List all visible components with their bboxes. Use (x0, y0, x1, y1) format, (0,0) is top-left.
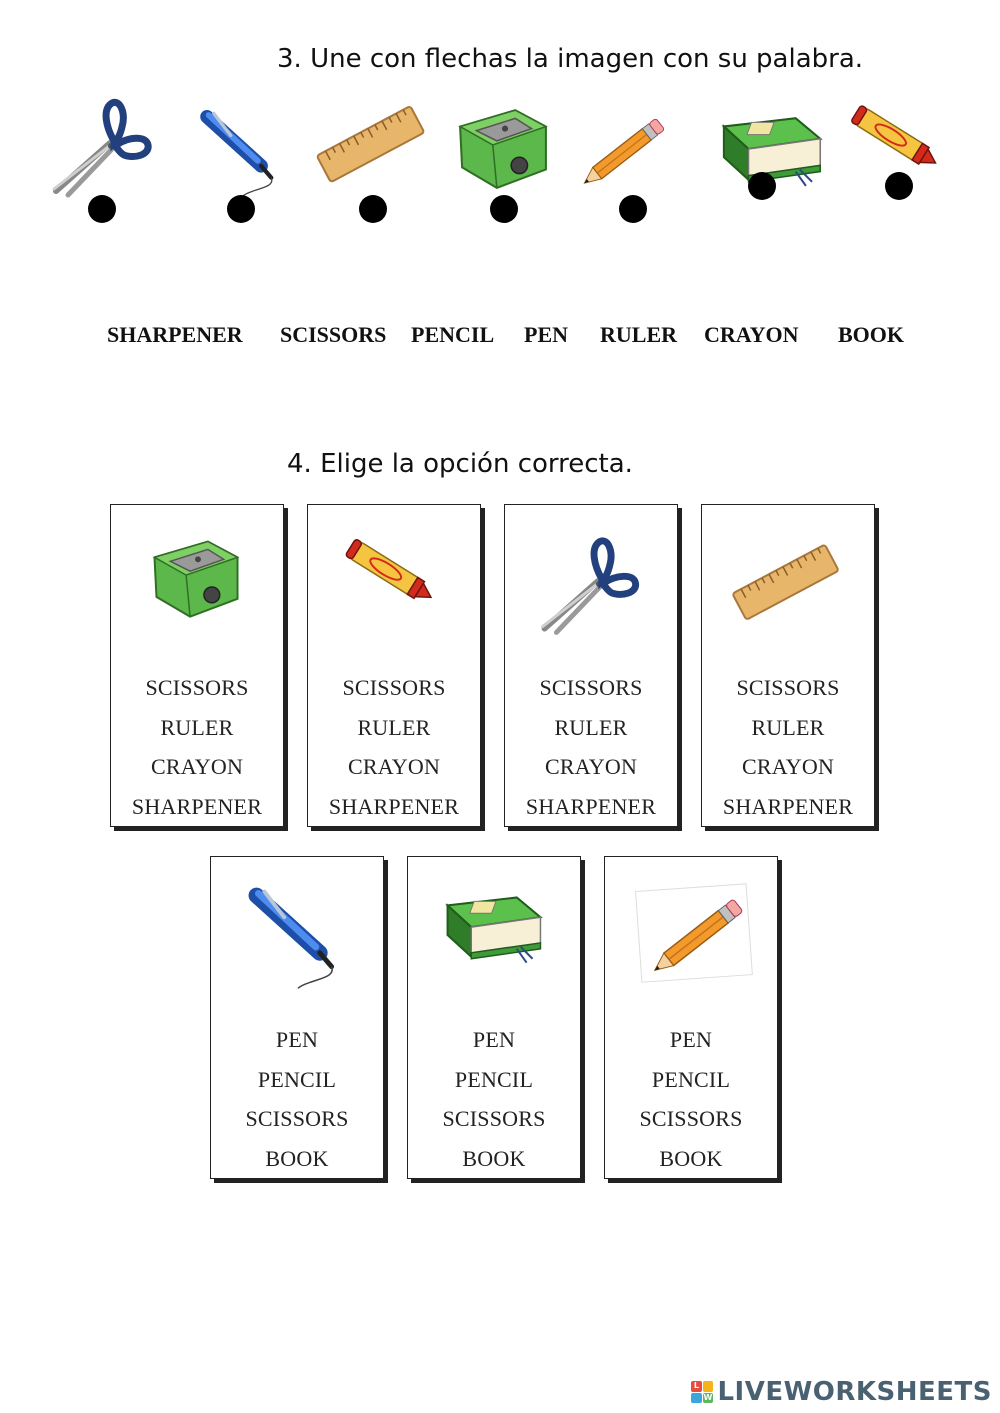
option-book[interactable]: BOOK (462, 1146, 526, 1172)
logo-letter-l: L (691, 1381, 702, 1392)
scissors-icon (48, 98, 156, 204)
liveworksheets-brand (691, 1377, 992, 1407)
choice-card-crayon (307, 504, 481, 827)
option-scissors[interactable]: SCISSORS (539, 675, 643, 700)
option-pen[interactable]: PEN (472, 1027, 516, 1052)
pencil-icon (605, 857, 777, 1017)
option-ruler[interactable]: RULER (751, 714, 825, 740)
option-crayon[interactable]: CRAYON (150, 754, 244, 780)
logo-letter-w: W (703, 1392, 713, 1402)
option-book[interactable]: BOOK (659, 1146, 723, 1172)
word-scissors[interactable]: SCISSORS (280, 322, 387, 347)
pen-icon (211, 857, 383, 1017)
word-pen[interactable]: PEN (524, 322, 568, 347)
word-book[interactable]: BOOK (838, 322, 905, 347)
match-dot-pen[interactable] (227, 195, 255, 223)
word-ruler[interactable]: RULER (600, 322, 678, 347)
choice-card-scissors (504, 504, 678, 827)
option-crayon[interactable]: CRAYON (741, 754, 835, 780)
exercise-4-heading: 4. Elige la opción correcta. (287, 449, 633, 479)
book-icon (408, 857, 580, 1017)
word-pencil[interactable]: PENCIL (411, 322, 495, 347)
choice-card-pen (210, 856, 384, 1179)
option-scissors[interactable]: SCISSORS (245, 1106, 349, 1132)
choice-card-ruler (701, 504, 875, 827)
liveworksheets-logo-icon (691, 1381, 713, 1403)
exercise-3-heading: 3. Une con flechas la imagen con su palabra. (277, 44, 864, 74)
option-pen[interactable]: PEN (669, 1027, 713, 1052)
match-dot-ruler[interactable] (359, 195, 387, 223)
option-sharpener[interactable]: SHARPENER (722, 794, 854, 820)
option-ruler[interactable]: RULER (357, 714, 431, 740)
option-crayon[interactable]: CRAYON (347, 754, 441, 780)
option-scissors[interactable]: SCISSORS (639, 1106, 743, 1132)
option-ruler[interactable]: RULER (160, 714, 234, 740)
match-dot-scissors[interactable] (88, 195, 116, 223)
word-crayon[interactable]: CRAYON (704, 322, 799, 347)
sharpener-icon (456, 102, 550, 192)
match-dot-sharpener[interactable] (490, 195, 518, 223)
sharpener-icon (111, 505, 283, 665)
option-pencil[interactable]: PENCIL (257, 1066, 337, 1092)
option-crayon[interactable]: CRAYON (544, 754, 638, 780)
option-pencil[interactable]: PENCIL (651, 1066, 731, 1092)
scissors-icon (505, 505, 677, 665)
choice-card-book (407, 856, 581, 1179)
ruler-icon (316, 100, 426, 190)
crayon-icon (308, 505, 480, 665)
choice-card-pencil (604, 856, 778, 1179)
option-sharpener[interactable]: SHARPENER (328, 794, 460, 820)
option-pen[interactable]: PEN (275, 1027, 319, 1052)
option-scissors[interactable]: SCISSORS (145, 675, 249, 700)
option-book[interactable]: BOOK (265, 1146, 329, 1172)
match-dot-pencil[interactable] (619, 195, 647, 223)
match-dot-crayon[interactable] (885, 172, 913, 200)
pencil-icon (566, 106, 676, 196)
option-sharpener[interactable]: SHARPENER (131, 794, 263, 820)
option-sharpener[interactable]: SHARPENER (525, 794, 657, 820)
brand-name: LIVEWORKSHEETS (717, 1377, 992, 1407)
option-ruler[interactable]: RULER (554, 714, 628, 740)
choice-card-sharpener (110, 504, 284, 827)
option-scissors[interactable]: SCISSORS (442, 1106, 546, 1132)
ruler-icon (702, 505, 874, 665)
option-pencil[interactable]: PENCIL (454, 1066, 534, 1092)
logo-square (691, 1393, 702, 1404)
pen-icon (194, 110, 286, 198)
word-sharpener[interactable]: SHARPENER (107, 322, 243, 347)
option-scissors[interactable]: SCISSORS (342, 675, 446, 700)
option-scissors[interactable]: SCISSORS (736, 675, 840, 700)
logo-square (703, 1381, 714, 1392)
match-dot-book[interactable] (748, 172, 776, 200)
